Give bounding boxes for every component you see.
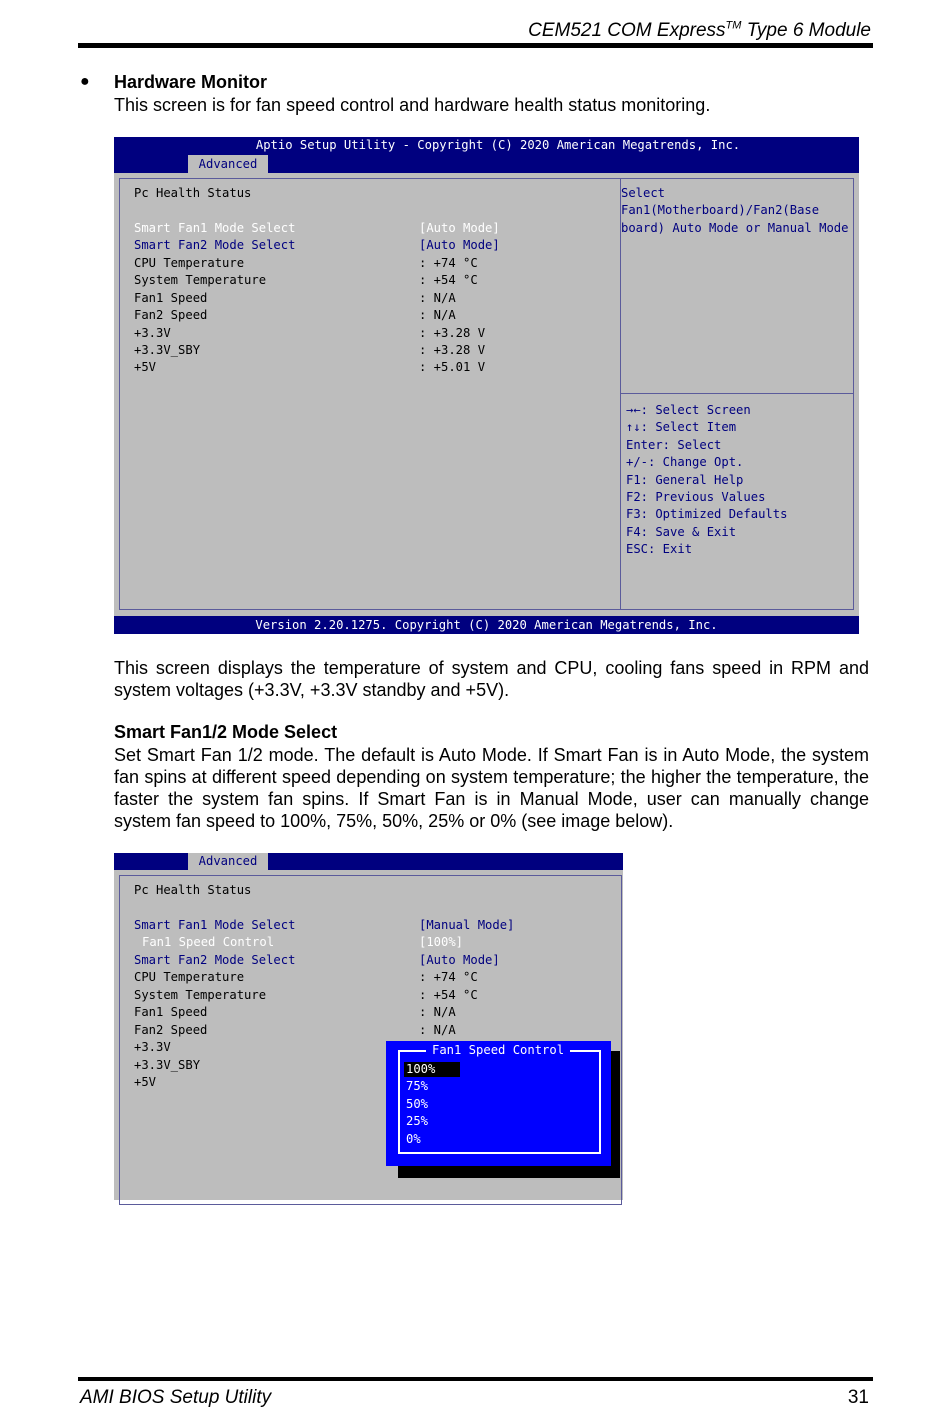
bios-title-bar <box>114 137 859 173</box>
value-fan2-speed: : N/A <box>419 1023 456 1037</box>
key-hint: F3: Optimized Defaults <box>626 507 788 521</box>
item-5v: +5V <box>134 360 157 374</box>
item-3v3-sby: +3.3V_SBY <box>134 343 201 357</box>
value-fan1-speed: : N/A <box>419 291 456 305</box>
item-system-temperature: System Temperature <box>134 988 267 1002</box>
popup-option-50[interactable]: 50% <box>406 1097 429 1111</box>
value-cpu-temperature: : +74 °C <box>419 256 478 270</box>
bullet-icon: ● <box>80 73 90 90</box>
value-smart-fan1-mode[interactable]: [Auto Mode] <box>419 221 500 235</box>
key-hint: F2: Previous Values <box>626 490 766 504</box>
popup-option-75[interactable]: 75% <box>406 1079 429 1093</box>
bios-title: Aptio Setup Utility - Copyright (C) 2020 American Megatrends, Inc. <box>255 138 741 152</box>
section-title: Pc Health Status <box>134 186 252 200</box>
help-divider <box>620 393 854 394</box>
item-fan1-speed: Fan1 Speed <box>134 291 208 305</box>
item-fan1-speed-control[interactable]: Fan1 Speed Control <box>142 935 275 949</box>
tab-advanced[interactable]: Advanced <box>188 853 268 870</box>
value-system-temperature: : +54 °C <box>419 988 478 1002</box>
popup-option-100[interactable]: 100% <box>404 1062 460 1077</box>
item-3v3: +3.3V <box>134 326 171 340</box>
item-cpu-temperature: CPU Temperature <box>134 256 245 270</box>
key-hint: Enter: Select <box>626 438 722 452</box>
bios-tab-bar <box>114 853 623 870</box>
bios-version-bar <box>114 616 859 634</box>
item-3v3-sby: +3.3V_SBY <box>134 1058 201 1072</box>
tab-advanced[interactable]: Advanced <box>188 155 268 173</box>
help-text-line: Fan1(Motherboard)/Fan2(Base <box>621 203 820 217</box>
help-text-line: board) Auto Mode or Manual Mode <box>621 221 849 235</box>
page-number: 31 <box>847 1387 869 1408</box>
value-3v3: : +3.28 V <box>419 326 486 340</box>
item-smart-fan2-mode-select[interactable]: Smart Fan2 Mode Select <box>134 238 296 252</box>
section-title: Pc Health Status <box>134 883 252 897</box>
key-hint: ↑↓: Select Item <box>626 420 737 434</box>
key-hint: F1: General Help <box>626 473 744 487</box>
value-fan2-speed: : N/A <box>419 308 456 322</box>
section-intro: This screen is for fan speed control and hardware health status monitoring. <box>114 95 711 115</box>
bios-version: Version 2.20.1275. Copyright (C) 2020 American Megatrends, Inc. <box>255 618 718 632</box>
value-fan1-speed: : N/A <box>419 1005 456 1019</box>
bios-screen-fan-control <box>114 853 623 1200</box>
item-cpu-temperature: CPU Temperature <box>134 970 245 984</box>
item-3v3: +3.3V <box>134 1040 171 1054</box>
page-header <box>78 18 873 48</box>
document-title: CEM521 COM Express™ Type 6 Module <box>528 19 871 41</box>
fan1-speed-control-popup[interactable] <box>386 1041 611 1166</box>
bios-screen-hardware-monitor <box>114 137 859 634</box>
section-heading-hardware-monitor: Hardware Monitor <box>114 72 268 92</box>
value-fan1-speed-control[interactable]: [100%] <box>419 935 464 949</box>
popup-option-25[interactable]: 25% <box>406 1114 429 1128</box>
item-system-temperature: System Temperature <box>134 273 267 287</box>
section-heading-smart-fan-mode: Smart Fan1/2 Mode Select <box>114 722 338 742</box>
key-hint: →←: Select Screen <box>626 403 751 417</box>
popup-title: Fan1 Speed Control <box>426 1043 570 1057</box>
footer-title: AMI BIOS Setup Utility <box>80 1387 272 1408</box>
key-hint: +/-: Change Opt. <box>626 455 744 469</box>
item-fan2-speed: Fan2 Speed <box>134 308 208 322</box>
item-smart-fan1-mode-select[interactable]: Smart Fan1 Mode Select <box>134 221 296 235</box>
key-hint: ESC: Exit <box>626 542 693 556</box>
value-system-temperature: : +54 °C <box>419 273 478 287</box>
screen-description: This screen displays the temperature of system and CPU, cooling fans speed in RPM and system voltages (+3.3V, +3.3V standby and +5V). <box>114 658 869 700</box>
section-body-smart-fan: Set Smart Fan 1/2 mode. The default is Auto Mode. If Smart Fan is in Auto Mode, the system fan spins at different speed depending on system temperature; the higher the temperature, the faster the system fan spins. If Smart Fan is in Manual Mode, user can manually change system fan speed to 100%, 75%, 50%, 25% or 0% (see image below). <box>114 745 869 831</box>
value-3v3-sby: : +3.28 V <box>419 343 486 357</box>
value-smart-fan2-mode[interactable]: [Auto Mode] <box>419 953 500 967</box>
page-footer <box>78 1377 873 1408</box>
help-text-line: Select <box>621 186 666 200</box>
value-smart-fan2-mode[interactable]: [Auto Mode] <box>419 238 500 252</box>
item-fan1-speed: Fan1 Speed <box>134 1005 208 1019</box>
item-5v: +5V <box>134 1075 157 1089</box>
item-fan2-speed: Fan2 Speed <box>134 1023 208 1037</box>
value-cpu-temperature: : +74 °C <box>419 970 478 984</box>
value-smart-fan1-mode[interactable]: [Manual Mode] <box>419 918 515 932</box>
key-hint: F4: Save & Exit <box>626 525 737 539</box>
item-smart-fan2-mode-select[interactable]: Smart Fan2 Mode Select <box>134 953 296 967</box>
popup-option-0[interactable]: 0% <box>406 1132 421 1146</box>
item-smart-fan1-mode-select[interactable]: Smart Fan1 Mode Select <box>134 918 296 932</box>
value-5v: : +5.01 V <box>419 360 486 374</box>
